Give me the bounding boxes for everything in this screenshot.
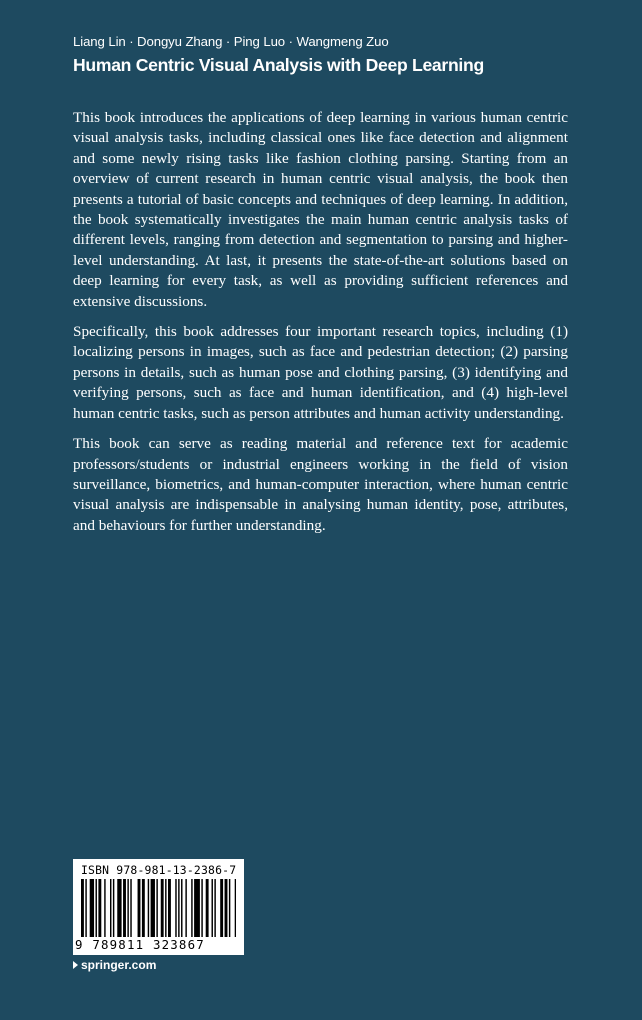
publisher-link[interactable] bbox=[73, 958, 156, 972]
barcode-bar bbox=[178, 879, 179, 937]
barcode-bar bbox=[214, 879, 215, 937]
barcode-bar bbox=[142, 879, 145, 937]
barcode-bar bbox=[220, 879, 223, 937]
barcode-bar bbox=[185, 879, 186, 937]
barcode-bar bbox=[96, 879, 97, 937]
barcode-bar bbox=[165, 879, 166, 937]
barcode-bar bbox=[148, 879, 149, 937]
author-list: Liang Lin · Dongyu Zhang · Ping Luo · Wangmeng Zuo bbox=[73, 34, 389, 49]
barcode-bar bbox=[212, 879, 213, 937]
description-paragraph: This book introduces the applications of deep learning in various human centric visual analysis tasks, including classical ones like face detection and alignment and some newly rising tasks like fashion clothing parsing. Starting from an overview of current research in human centric visual analysis, the book then presents a tutorial of basic concepts and techniques of deep learning. In addition, the book systematically investigates the main human centric analysis tasks of different levels, ranging from detection and segmentation to parsing and higher-level understanding. At last, it presents the state-of-the-art solutions based on deep learning for every task, as well as providing sufficient references and extensive discussions. bbox=[73, 109, 568, 310]
barcode-bar bbox=[113, 879, 114, 937]
barcode-bar bbox=[181, 879, 182, 937]
barcode-bar bbox=[151, 879, 155, 937]
barcode-bar bbox=[98, 879, 101, 937]
book-title: Human Centric Visual Analysis with Deep Learning bbox=[73, 55, 484, 75]
barcode-bar bbox=[201, 879, 202, 937]
triangle-arrow-icon bbox=[73, 961, 78, 969]
barcode-bar bbox=[235, 879, 236, 937]
isbn-barcode bbox=[73, 859, 244, 955]
barcode-bar bbox=[123, 879, 126, 937]
barcode-bars bbox=[81, 879, 236, 937]
barcode-bar bbox=[127, 879, 128, 937]
barcode-bar bbox=[104, 879, 105, 937]
barcode-bar bbox=[117, 879, 121, 937]
publisher-link-label: springer.com bbox=[81, 958, 157, 972]
barcode-bar bbox=[229, 879, 230, 937]
barcode-bar bbox=[194, 879, 200, 937]
barcode-bar bbox=[85, 879, 86, 937]
barcode-bar bbox=[90, 879, 94, 937]
barcode-digits: 9 789811 323867 bbox=[75, 937, 205, 952]
barcode-bar bbox=[81, 879, 84, 937]
barcode-bar bbox=[175, 879, 176, 937]
barcode-bar bbox=[191, 879, 192, 937]
barcode-bar bbox=[156, 879, 157, 937]
barcode-bar bbox=[110, 879, 111, 937]
barcode-bar bbox=[206, 879, 209, 937]
barcode-bar bbox=[225, 879, 228, 937]
barcode-bar bbox=[138, 879, 141, 937]
barcode-bar bbox=[130, 879, 131, 937]
book-description bbox=[73, 108, 568, 546]
description-paragraph: This book can serve as reading material and reference text for academic professors/students or industrial engineers working in the field of vision surveillance, biometrics, and human-computer interaction, where human centric visual analysis are indispensable in analysing human identity, pose, attributes, and behaviours for further understanding. bbox=[73, 435, 568, 534]
barcode-bar bbox=[161, 879, 164, 937]
isbn-label: ISBN 978-981-13-2386-7 bbox=[81, 863, 237, 877]
description-paragraph: Specifically, this book addresses four important research topics, including (1) localizing persons in images, such as face and pedestrian detection; (2) parsing persons in details, such as human pose and clothing parsing, (3) identifying and verifying persons, such as face and human identification, and (4) high-level human centric tasks, such as person attributes and human activity understanding. bbox=[73, 323, 568, 422]
barcode-bar bbox=[168, 879, 171, 937]
